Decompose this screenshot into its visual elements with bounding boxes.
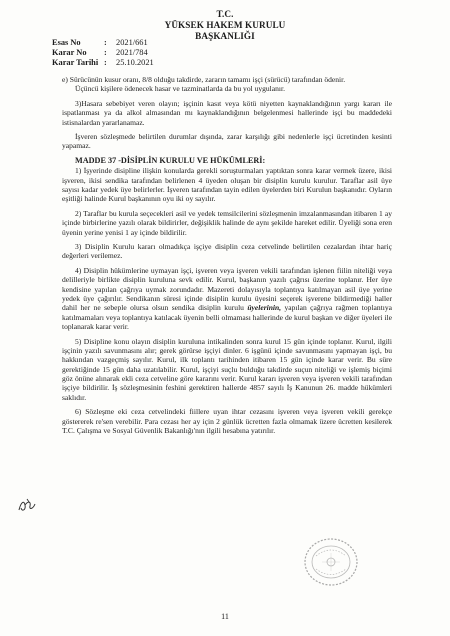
- header-line-institution: YÜKSEK HAKEM KURULU: [164, 20, 286, 30]
- paragraph-article-37-4-emphasis: üyelerinin,: [247, 303, 282, 313]
- header-line-presidency: BAŞKANLIĞI: [195, 31, 255, 41]
- paragraph-article-37-4: [62, 266, 392, 331]
- esas-label: Esas No: [52, 38, 81, 47]
- tarih-value: 25.10.2021: [116, 58, 154, 67]
- paragraph-intent-exception: 3)Hasara sebebiyet veren olayın; işçinin kasıt veya kötü niyetten kaynaklandığının yargı kararı ile ispatlanması ya da alkol almasından mı kaynaklandığının belgelenmesi hallerinde işçi bu maddedeki istisnalardan yararlanamaz.: [62, 98, 392, 127]
- paragraph-article-37-3: 3) Disiplin Kurulu kararı olmadıkça işçiye disiplin ceza cetvelinde belirtilen cezalardan ihtar hariç değerleri verilemez.: [62, 242, 392, 261]
- section-title-article-37: MADDE 37 -DİSİPLİN KURULU VE HÜKÜMLERİ:: [75, 155, 266, 165]
- esas-value: 2021/661: [116, 38, 148, 47]
- paragraph-article-37-2: 2) Taraflar bu kurula seçecekleri asil ve yedek temsilcilerini sözleşmenin imzalanmasından itibaren 1 ay içinde birbirlerine yazılı olarak bildirirler, değişiklik halinde de aynı şekilde hareket edilir. Üyeliği sona eren üyenin yerine yenisi 1 ay içinde bildirilir.: [62, 208, 392, 237]
- karar-separator: :: [104, 48, 107, 57]
- karar-label: Karar No: [52, 48, 87, 57]
- case-metadata: [52, 38, 154, 68]
- karar-row: [52, 48, 154, 58]
- handwritten-initials: [16, 496, 38, 516]
- paragraph-article-37-5: 5) Disipline konu olayın disiplin kuruluna intikalinden sonra kurul 15 gün içinde toplanır. Kurul, ilgili işçinin yazılı savunmasını alır; gerek görürse işçiyi dinler. 6 işgünü içinde savunmasını yapmayan işçi, bu hakkından vazgeçmiş sayılır. Kurul, ilk toplantı tarihinden itibaren 15 gün içinde karar verir. Bu süre gerektiğinde 15 gün daha uzatılabilir. Kurul, işçiyi suçlu bulduğu takdirde suçun niteliği ve işlemiş biçimi göz önüne alınarak ekli ceza cetveline göre kararını verir. Kurul kararı işveren veya işveren vekili tarafından işçiye bildirilir. İş sözleşmesinin feshini gerektiren hallerde 4857 sayılı İş Kanunun 26. madde hükümleri saklıdır.: [62, 336, 392, 402]
- official-seal-stamp: [302, 536, 360, 588]
- paragraph-driver-fault: e) Sürücünün kusur oranı, 8/8 olduğu takdirde, zararın tamamı işçi (sürücü) tarafından ödenir.: [62, 75, 346, 84]
- paragraph-article-37-4-part-b: yapılan çağrıya rağmen toplantıya katılmamaları veya toplantıya katılacak üyenin belli olmaması hallerinde de kurul başkan ve diğer üyeleri ile toplanarak karar verir.: [62, 303, 392, 332]
- paragraph-article-37-6: 6) Sözleşme eki ceza cetvelindeki fiillere uyan ihtar cezasını işveren veya işveren vekili gerekçe göstererek re'sen verebilir. Para cezası her ay için 2 günlük ücretten fazla olmamak üzere ücretten kesilerek T.C. Çalışma ve Sosyal Güvenlik Bakanlığı'nın ilgili hesabına yatırılır.: [62, 407, 392, 435]
- paragraph-article-37-4-part-a: 4) Disiplin hükümlerine uymayan işçi, işveren veya işveren vekili tarafından işlenen fiilin niteliği veya delilleriyle birlikte disiplin kuruluna sevk edilir. Kurul, başkanın yazılı çağrısı üzerine toplanır. Her üye kendisine yapılan çağrıya uymak zorundadır. Mazereti dolayısıyla toplantıya katılmayan asil üye yerine yedek üye çağırılır. Sendikanın süresi içinde disiplin kurulu üyesini seçerek işverene bildirmediği haller dahil her ne sebeple olursa olsun sendika disiplin kurulu: [62, 265, 392, 313]
- tarih-row: [52, 58, 154, 68]
- esas-separator: :: [104, 38, 107, 47]
- karar-value: 2021/784: [116, 48, 148, 57]
- header-line-tc: T.C.: [216, 9, 234, 19]
- paragraph-third-parties: Üçüncü kişilere ödenecek hasar ve tazminatlarda da bu yol uygulanır.: [75, 84, 285, 94]
- paragraph-wage-deduction: İşveren sözleşmede belirtilen durumlar dışında, zarar karşılığı gibi nedenlerle işçi ücretinden kesinti yapamaz.: [62, 132, 392, 151]
- paragraph-article-37-1: 1) İşyerinde disipline ilişkin konularda gerekli soruşturmaları yaptıktan sonra karar vermek üzere, ikisi işveren, ikisi sendika tarafından belirlenen 4 üyeden oluşan bir disiplin kurulu kurulur. Taraflar asil üye sayısı kadar yedek üye belirlerler. İşveren tarafından tayin edilen üyelerden biri Kurulun başkanıdır. Oyların eşitliği halinde Kurul başkanının oyu iki oy sayılır.: [62, 166, 392, 204]
- tarih-label: Karar Tarihi: [52, 58, 99, 67]
- document-body: [62, 75, 392, 440]
- page-number: 11: [221, 612, 229, 621]
- esas-row: [52, 38, 154, 48]
- tarih-separator: :: [104, 58, 107, 67]
